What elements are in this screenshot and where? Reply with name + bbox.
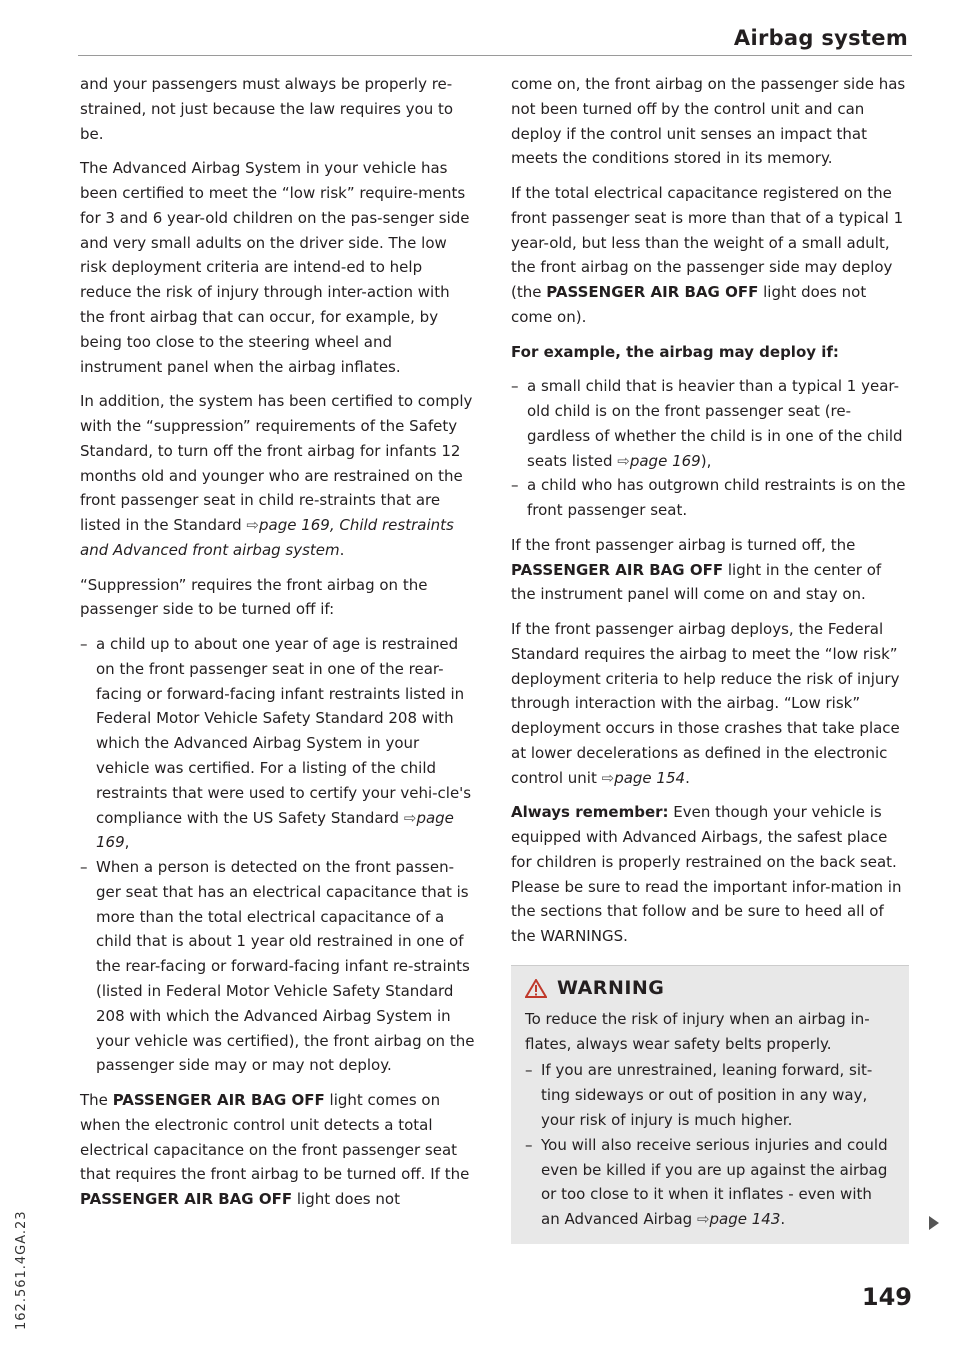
paragraph	[511, 533, 909, 607]
warning-list-item: – If you are unrestrained, leaning forward, sit-ting sideways or out of position in any way, your risk of injury is much higher.	[525, 1058, 895, 1132]
list-item-text: If you are unrestrained, leaning forward, sit-ting sideways or out of position in any way, your risk of injury is much higher.	[541, 1061, 873, 1130]
warning-list-item: – You will also receive serious injuries and could even be killed if you are up against the airbag or too close to it when it inflates - even with an Advanced Airbag ⇨page 143.	[525, 1135, 888, 1229]
list-item: – When a person is detected on the front passen-ger seat that has an electrical capacitance that is more than the total electrical capacitance of a child that is about 1 year old restrained in one of the rear-facing or forward-facing infant re-straints (listed in Federal Motor Vehicle Safety Standard 208 with which the Advanced Airbag System in your vehicle was certified), the front airbag on the passenger side may or may not deploy.	[80, 855, 475, 1078]
list-item-text: a small child that is heavier than a typical 1 year-old child is on the front passenger seat (re-gardless of whether the child is in one of the child seats listed	[527, 377, 903, 470]
paragraph-text: In addition, the system has been certified to comply with the “suppression” requirements of the Safety Standard, to turn off the front airbag for infants 12 months old and younger who are restrained on the front passenger seat in child re-straints that are listed in the Standard	[80, 392, 473, 535]
list-item: – a child who has outgrown child restraints is on the front passenger seat.	[511, 473, 909, 523]
bullet-list	[511, 374, 909, 523]
page-ref-arrow-icon: ⇨	[246, 516, 259, 535]
page-ref-link[interactable]: page 169	[629, 451, 701, 470]
paragraph-text: Even though your vehicle is equipped with Advanced Airbags, the safest place for children is properly restrained on the back seat. Please be sure to read the important infor-mation in the sections that follow and be sure to heed all of the WARNINGS.	[511, 803, 902, 946]
paragraph: The Advanced Airbag System in your vehicle has been certified to meet the “low risk” require-ments for 3 and 6 year-old children on the pas-senger side and very small adults on the driver side. The low risk deployment criteria are intend-ed to help reduce the risk of injury through inter-action with the front airbag that can occur, for example, by being too close to the steering wheel and instrument panel when the airbag inflates.	[80, 159, 470, 376]
page-ref-link[interactable]: page 169	[96, 808, 454, 852]
paragraph: and your passengers must always be properly re-strained, not just because the law requires you to be.	[80, 75, 454, 143]
header-rule	[78, 55, 912, 56]
list-item-text: a child who has outgrown child restraints is on the front passenger seat.	[527, 476, 906, 520]
paragraph: In addition, the system has been certified to comply with the “suppression” requirements of the Safety Standard, to turn off the front airbag for infants 12 months old and younger who are restrained on the front passenger seat in child re-straints that are listed in the Standard ⇨page 169, Child restraints and Advanced front airbag system.	[80, 392, 473, 559]
paragraph: come on, the front airbag on the passenger side has not been turned off by the control unit and can deploy if the control unit senses an impact that meets the conditions stored in its memory.	[511, 75, 906, 168]
section-title: Airbag system	[733, 26, 908, 50]
warning-box	[511, 965, 909, 1244]
page-number: 149	[861, 1283, 912, 1311]
paragraph-text: light does not come on).	[511, 283, 867, 326]
page-ref-link[interactable]: page 154	[614, 768, 686, 787]
subheading-text: For example, the airbag may deploy if:	[511, 342, 839, 361]
paragraph-text: light comes on when the electronic control unit detects a total electrical capacitance on the front passenger seat that requires the front airbag to be turned off. If the	[80, 1091, 470, 1184]
page-ref-link[interactable]: page 143	[709, 1210, 781, 1229]
warning-heading	[525, 976, 895, 1001]
warning-intro: To reduce the risk of injury when an airbag in-flates, always wear safety belts properly.	[525, 1009, 870, 1053]
paragraph-text: light does not	[296, 1190, 400, 1209]
page-ref-arrow-icon: ⇨	[403, 808, 417, 827]
indicator-label: PASSENGER AIR BAG OFF	[112, 1091, 325, 1110]
paragraph: If the front passenger airbag deploys, the Federal Standard requires the airbag to meet the “low risk” deployment criteria to help reduce the risk of injury through interaction with the airbag. “Low risk” deployment occurs in those crashes that take place at lower decelerations as defined in the electronic control unit ⇨page 154.	[511, 619, 900, 787]
paragraph-text: light in the center of the instrument panel will come on and stay on.	[511, 560, 882, 604]
page-ref-link[interactable]: page 169, Child restraints and Advanced front airbag system	[80, 516, 454, 559]
page-ref-arrow-icon: ⇨	[601, 768, 615, 787]
list-item-text: When a person is detected on the front passen-ger seat that has an electrical capacitance that is more than the total electrical capacitance of a child that is about 1 year old restrained in one of the rear-facing or forward-facing infant re-straints (listed in Federal Motor Vehicle Safety Standard 208 with which the Advanced Airbag System in your vehicle was certified), the front airbag on the passenger side may or may not deploy.	[96, 858, 475, 1075]
list-item: – a child up to about one year of age is restrained on the front passenger seat in one of the rear-facing or forward-facing infant restraints listed in Federal Motor Vehicle Safety Standard 208 with which the Advanced Airbag System in your vehicle was certified. For a listing of the child restraints that were used to certify your vehi-cle's compliance with the US Safety Standard ⇨page 169,	[80, 634, 472, 852]
paragraph	[511, 181, 909, 330]
warning-triangle-icon	[525, 979, 547, 998]
paragraph	[80, 1088, 475, 1212]
warning-title: WARNING	[557, 977, 665, 1000]
list-item-text: You will also receive serious injuries and could even be killed if you are up against the airbag or too close to it when it inflates - even with an Advanced Airbag	[541, 1135, 888, 1229]
paragraph-text: If the total electrical capacitance registered on the front passenger seat is more than that of a typical 1 year-old, but less than the weight of a small adult, the front airbag on the passenger side may deploy (the	[511, 183, 904, 302]
list-item-text: a child up to about one year of age is restrained on the front passenger seat in one of the rear-facing or forward-facing infant restraints listed in Federal Motor Vehicle Safety Standard 208 with which the Advanced Airbag System in your vehicle was certified. For a listing of the child restraints that were used to certify your vehi-cle's compliance with the US Safety Standard	[96, 634, 472, 827]
page-ref-arrow-icon: ⇨	[696, 1210, 710, 1229]
indicator-label: PASSENGER AIR BAG OFF	[511, 560, 724, 579]
paragraph-text: If the front passenger airbag is turned off, the	[511, 535, 856, 554]
continue-arrow-icon	[929, 1216, 939, 1230]
left-column	[80, 72, 475, 1222]
indicator-label: PASSENGER AIR BAG OFF	[80, 1190, 293, 1209]
document-code: 162.561.4GA.23	[14, 1210, 29, 1330]
emphasis-label: Always remember:	[511, 803, 669, 822]
page-ref-arrow-icon: ⇨	[617, 451, 630, 470]
right-column	[511, 72, 909, 1244]
paragraph	[511, 800, 909, 949]
bullet-list	[80, 632, 475, 1078]
paragraph-text: If the front passenger airbag deploys, the Federal Standard requires the airbag to meet the “low risk” deployment criteria to help reduce the risk of injury through interaction with the airbag. “Low risk” deployment occurs in those crashes that take place at lower decelerations as defined in the electronic control unit	[511, 619, 900, 787]
paragraph: “Suppression” requires the front airbag on the passenger side to be turned off if:	[80, 575, 428, 619]
subheading	[511, 340, 909, 365]
indicator-label: PASSENGER AIR BAG OFF	[546, 283, 759, 302]
list-item: – a small child that is heavier than a typical 1 year-old child is on the front passenger seat (re-gardless of whether the child is in one of the child seats listed ⇨page 169),	[511, 377, 903, 470]
paragraph-text: The	[80, 1091, 108, 1110]
